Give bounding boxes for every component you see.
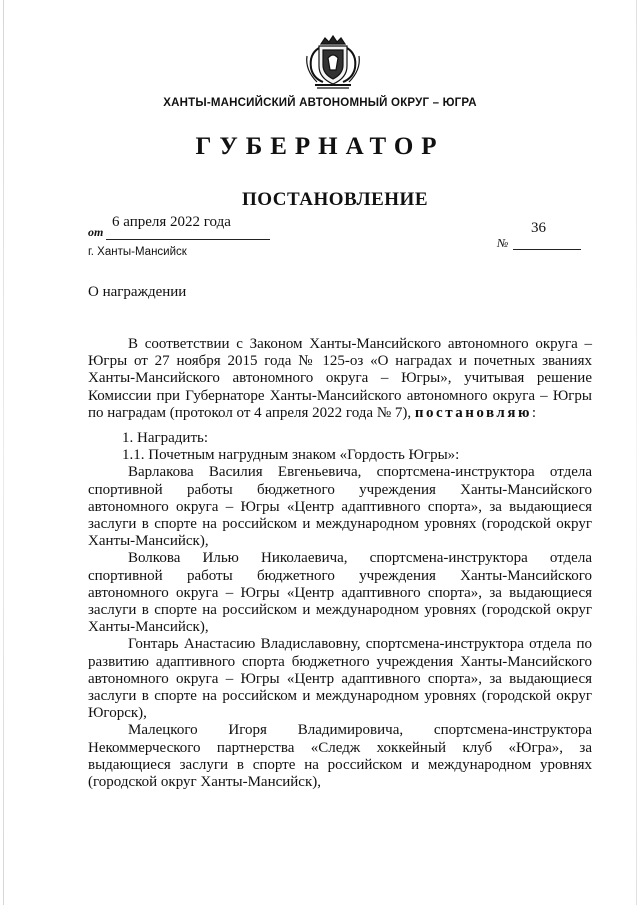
awardee-paragraph: Гонтарь Анастасию Владиславовну, спортсмена-инструктора отдела по развитию адаптивного спорта бюджетного учреждения Ханты-Мансийского автономного округа – Югры «Центр адаптивного спорта», за выдающиеся заслуги в спорте на российском и международном уровнях (городской округ Югорск),: [88, 636, 592, 722]
document-date: 6 апреля 2022 года: [112, 214, 231, 230]
decree-word: постановляю: [414, 404, 532, 421]
number-label: №: [497, 236, 509, 250]
intro-text: В соответствии с Законом Ханты-Мансийского автономного округа – Югры от 27 ноября 2015 года № 125-оз «О наградах и почетных званиях Ханты-Мансийского автономного округа – Югры», учитывая решение Комиссии при Губернаторе Ханты-Мансийского автономного округа – Югры по наградам (протокол от 4 апреля 2022 года № 7),: [88, 336, 592, 421]
coat-of-arms-emblem: [303, 30, 363, 92]
date-underline: [106, 239, 270, 240]
item-1-1: 1.1. Почетным нагрудным знаком «Гордость Югры»:: [122, 447, 460, 464]
document-body: [88, 336, 592, 791]
awardee-paragraph: Варлакова Василия Евгеньевича, спортсмена-инструктора отдела спортивной работы бюджетного учреждения Ханты-Мансийского автономного округа – Югры «Центр адаптивного спорта», за выдающиеся заслуги в спорте на российском и международном уровнях (городской округ Ханты-Мансийск),: [88, 464, 592, 550]
date-from-label: от: [88, 225, 104, 239]
document-subject: О награждении: [88, 284, 187, 300]
item-1: 1. Наградить:: [122, 430, 209, 447]
authority-title: ГУБЕРНАТОР: [195, 133, 445, 160]
decree-suffix: :: [531, 404, 537, 421]
document-type-title: ПОСТАНОВЛЕНИЕ: [241, 189, 429, 210]
document-city: г. Ханты-Мансийск: [88, 246, 187, 258]
awardee-paragraph: Малецкого Игоря Владимировича, спортсмена-инструктора Некоммерческого партнерства «Следж хоккейный клуб «Югра», за выдающиеся заслуги в спорте на российском и международном уровнях (городской округ Ханты-Мансийск),: [88, 722, 592, 791]
number-underline: [513, 249, 581, 250]
region-title: ХАНТЫ-МАНСИЙСКИЙ АВТОНОМНЫЙ ОКРУГ – ЮГРА: [163, 97, 477, 109]
intro-paragraph: [88, 336, 592, 422]
document-number: 36: [531, 220, 546, 236]
awardee-paragraph: Волкова Илью Николаевича, спортсмена-инструктора отдела спортивной работы бюджетного учреждения Ханты-Мансийского автономного округа – Югры «Центр адаптивного спорта», за выдающиеся заслуги в спорте на российском и международном уровнях (городской округ Ханты-Мансийск),: [88, 550, 592, 636]
